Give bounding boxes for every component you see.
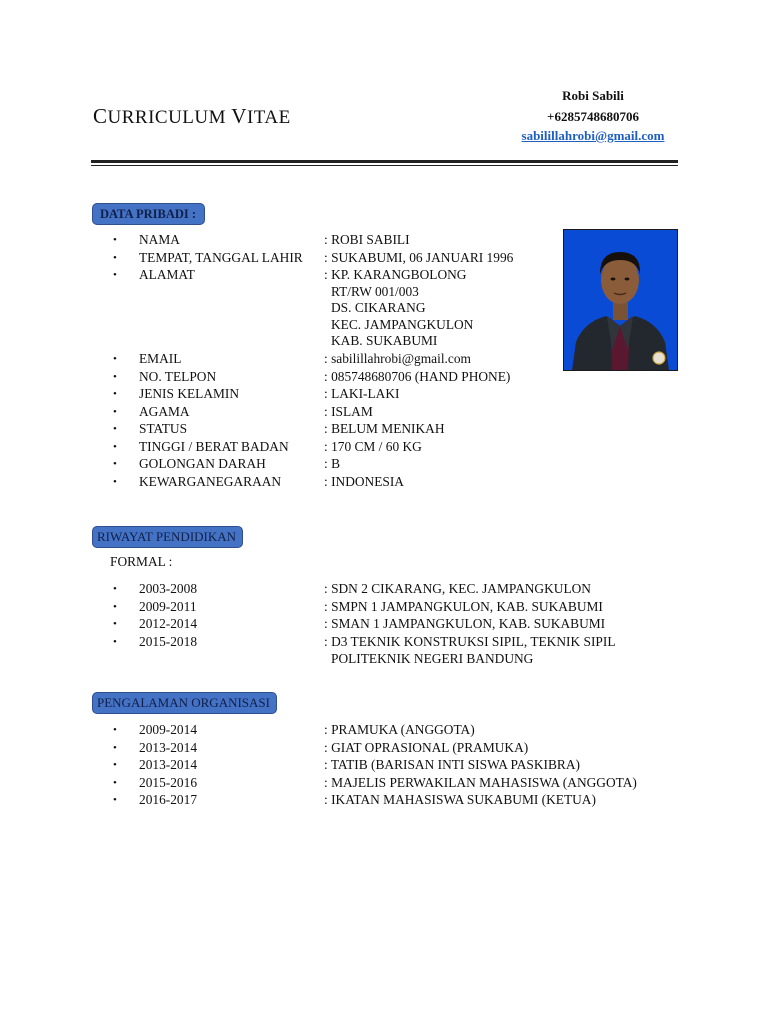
personal-label: JENIS KELAMIN [139,386,240,401]
portrait-illustration [564,230,677,370]
personal-value: : ROBI SABILI [324,232,410,247]
bullet: • [113,476,117,488]
education-years: 2012-2014 [139,616,198,631]
contact-email-link[interactable]: sabilillahrobi@gmail.com [521,128,665,143]
cv-title: CURRICULUM VITAE [93,104,291,128]
section-label-data-pribadi: DATA PRIBADI : [92,203,205,225]
bullet: • [113,458,117,470]
personal-label: GOLONGAN DARAH [139,456,266,471]
education-row [113,581,713,599]
organization-row [113,722,713,740]
personal-row [113,421,713,439]
personal-value: : INDONESIA [324,474,404,489]
personal-row [113,474,713,492]
education-value: : SMAN 1 JAMPANGKULON, KAB. SUKABUMI [324,616,606,631]
address-line: RT/RW 001/003 [331,284,419,299]
bullet: • [113,353,117,365]
personal-value: : LAKI-LAKI [324,386,400,401]
personal-value: : B [324,456,340,471]
education-years: 2003-2008 [139,581,198,596]
organization-years: 2015-2016 [139,775,198,790]
bullet: • [113,724,117,736]
organization-value: : PRAMUKA (ANGGOTA) [324,722,475,737]
organization-value: : TATIB (BARISAN INTI SISWA PASKIBRA) [324,757,580,772]
personal-value: : SUKABUMI, 06 JANUARI 1996 [324,250,514,265]
bullet: • [113,388,117,400]
personal-label: TEMPAT, TANGGAL LAHIR [139,250,303,265]
personal-label: NO. TELPON [139,369,217,384]
bullet: • [113,252,117,264]
header-divider-thin [91,165,678,166]
education-continuation: POLITEKNIK NEGERI BANDUNG [331,651,534,666]
bullet: • [113,269,117,281]
education-row [113,634,713,652]
education-years: 2009-2011 [139,599,197,614]
bullet: • [113,234,117,246]
organization-row [113,757,713,775]
bullet: • [113,618,117,630]
bullet: • [113,777,117,789]
personal-label: KEWARGANEGARAAN [139,474,282,489]
personal-value: : KP. KARANGBOLONG [324,267,467,282]
bullet: • [113,636,117,648]
address-line: DS. CIKARANG [331,300,426,315]
contact-phone: +6285748680706 [547,109,639,124]
organization-row [113,740,713,758]
organization-row [113,775,713,793]
organization-value: : MAJELIS PERWAKILAN MAHASISWA (ANGGOTA) [324,775,637,790]
bullet: • [113,423,117,435]
bullet: • [113,794,117,806]
formal-label: FORMAL : [110,554,173,569]
bullet: • [113,759,117,771]
organization-years: 2013-2014 [139,757,198,772]
bullet: • [113,742,117,754]
organization-years: 2009-2014 [139,722,198,737]
bullet: • [113,406,117,418]
education-value: : D3 TEKNIK KONSTRUKSI SIPIL, TEKNIK SIPIL [324,634,616,649]
personal-value: : 170 CM / 60 KG [324,439,422,454]
personal-label: AGAMA [139,404,190,419]
organization-row [113,792,713,810]
bullet: • [113,371,117,383]
contact-name: Robi Sabili [562,88,624,103]
organization-value: : GIAT OPRASIONAL (PRAMUKA) [324,740,529,755]
personal-row [113,386,713,404]
address-line: KEC. JAMPANGKULON [331,317,474,332]
personal-label: STATUS [139,421,188,436]
profile-photo [563,229,678,371]
education-row [113,616,713,634]
personal-label: ALAMAT [139,267,195,282]
personal-row [113,404,713,422]
organization-value: : IKATAN MAHASISWA SUKABUMI (KETUA) [324,792,596,807]
header-divider-thick [91,160,678,163]
personal-label: TINGGI / BERAT BADAN [139,439,289,454]
section-label-riwayat-pendidikan: RIWAYAT PENDIDIKAN [92,526,243,548]
education-row [113,599,713,617]
education-value: : SDN 2 CIKARANG, KEC. JAMPANGKULON [324,581,591,596]
address-line: KAB. SUKABUMI [331,333,438,348]
organization-years: 2016-2017 [139,792,198,807]
education-value: : SMPN 1 JAMPANGKULON, KAB. SUKABUMI [324,599,603,614]
personal-label: NAMA [139,232,180,247]
personal-row [113,369,713,387]
personal-label: EMAIL [139,351,182,366]
personal-row [113,439,713,457]
bullet: • [113,601,117,613]
section-label-pengalaman-organisasi: PENGALAMAN ORGANISASI [92,692,277,714]
education-years: 2015-2018 [139,634,198,649]
personal-value: : BELUM MENIKAH [324,421,445,436]
personal-value: : ISLAM [324,404,373,419]
bullet: • [113,441,117,453]
personal-value: : 085748680706 (HAND PHONE) [324,369,511,384]
organization-years: 2013-2014 [139,740,198,755]
personal-value: : sabilillahrobi@gmail.com [324,351,471,366]
bullet: • [113,583,117,595]
personal-row [113,456,713,474]
